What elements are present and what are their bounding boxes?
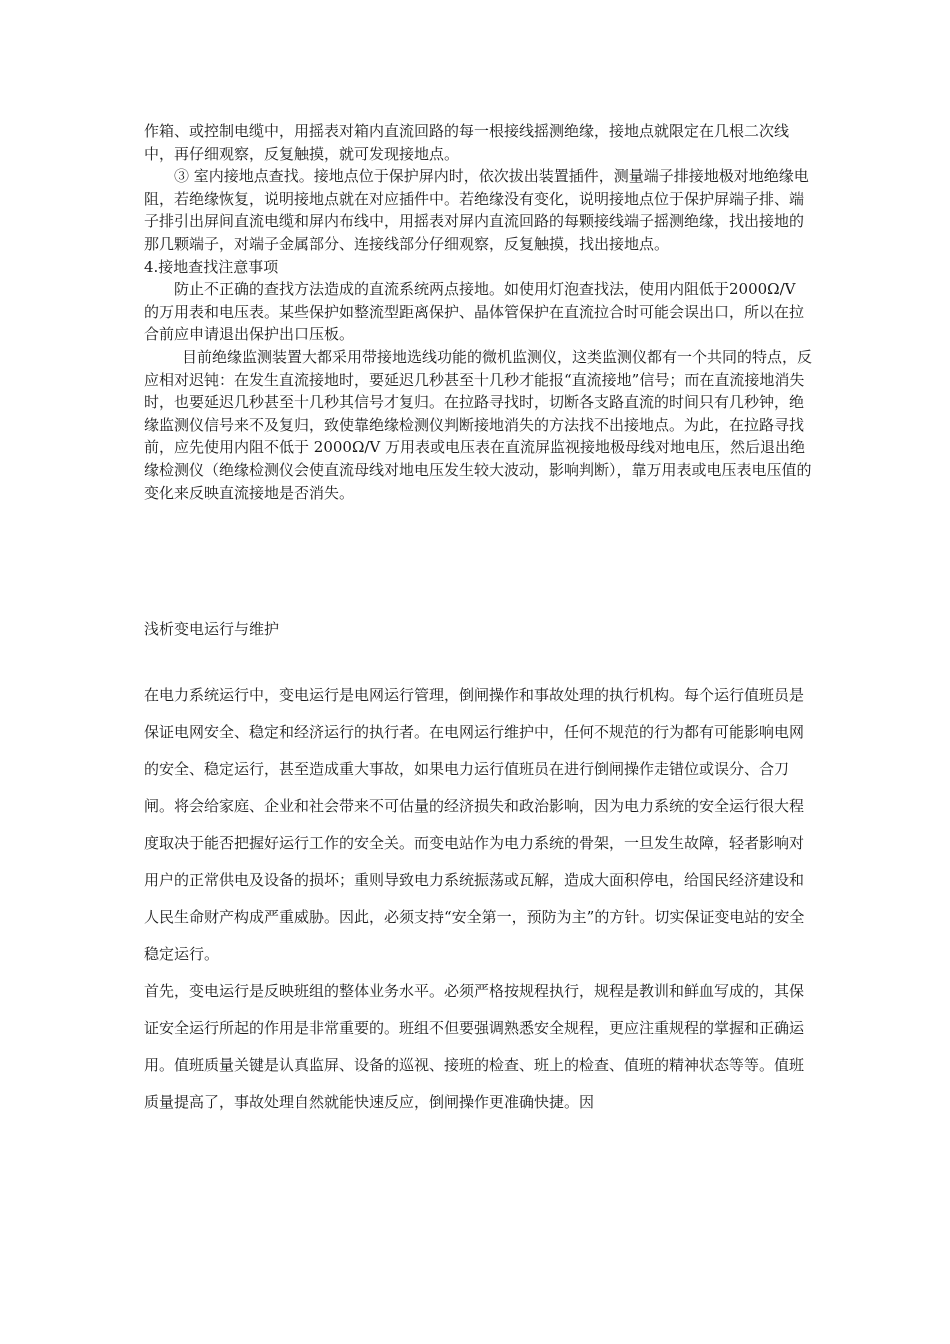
article-body [144,677,812,1121]
paragraph-insulation-monitor: 目前绝缘监测装置大都采用带接地选线功能的微机监测仪，这类监测仪都有一个共同的特点，反应相对迟钝：在发生直流接地时，要延迟几秒甚至十几秒才能报“直流接地”信号；而在直流接地消失时，也要延迟几秒甚至十几秒其信号才复归。在拉路寻找时，切断各支路直流的时间只有几秒钟，绝缘监测仪信号来不及复归，致使靠绝缘检测仪判断接地消失的方法找不出接地点。为此，在拉路寻找前，应先使用内阻不低于 2000Ω/V 万用表或电压表在直流屏监视接地极母线对地电压，然后退出绝缘检测仪（绝缘检测仪会使直流母线对地电压发生较大波动，影响判断），靠万用表或电压表电压值的变化来反映直流接地是否消失。 [144,347,813,502]
paragraph-indoor-grounding: ③ 室内接地点查找。接地点位于保护屏内时，依次拔出装置插件，测量端子排接地极对地绝缘电阻，若绝缘恢复，说明接地点就在对应插件中。若绝缘没有变化，说明接地点位于保护屏端子排、端子排引出屏间直流电缆和屏内布线中，用摇表对屏内直流回路的每颗接线端子摇测绝缘，找出接地的那几颗端子，对端子金属部分、连接线部分仔细观察，反复触摸，找出接地点。 [144,167,809,253]
grounding-section [144,120,812,504]
paragraph-prevention: 防止不正确的查找方法造成的直流系统两点接地。如使用灯泡查找法，使用内阻低于2000Ω/V 的万用表和电压表。某些保护如整流型距离保护、晶体管保护在直流拉合时可能会误出口，所以在拉合前应申请退出保护出口压板。 [144,280,805,344]
paragraph-continuation: 作箱、或控制电缆中，用摇表对箱内直流回路的每一根接线摇测绝缘，接地点就限定在几根二次线中，再仔细观察，反复触摸，就可发现接地点。 [144,122,790,163]
article-title: 浅析变电运行与维护 [144,620,280,638]
paragraph-intro: 在电力系统运行中，变电运行是电网运行管理，倒闸操作和事故处理的执行机构。每个运行值班员是保证电网安全、稳定和经济运行的执行者。在电网运行维护中，任何不规范的行为都有可能影响电网的安全、稳定运行，甚至造成重大事故，如果电力运行值班员在进行倒闸操作走错位或误分、合刀闸。将会给家庭、企业和社会带来不可估量的经济损失和政治影响，因为电力系统的安全运行很大程度取决于能否把握好运行工作的安全关。而变电站作为电力系统的骨架，一旦发生故障，轻者影响对用户的正常供电及设备的损坏；重则导致电力系统振荡或瓦解，造成大面积停电，给国民经济建设和人民生命财产构成严重威胁。因此，必须支持“安全第一，预防为主”的方针。切实保证变电站的安全稳定运行。 [144,686,805,963]
paragraph-first: 首先，变电运行是反映班组的整体业务水平。必须严格按规程执行，规程是教训和鲜血写成的，其保证安全运行所起的作用是非常重要的。班组不但要强调熟悉安全规程，更应注重规程的掌握和正确运用。值班质量关键是认真监屏、设备的巡视、接班的检查、班上的检查、值班的精神状态等等。值班质量提高了，事故处理自然就能快速反应，倒闸操作更准确快捷。因 [144,982,805,1111]
section-heading-4: 4.接地查找注意事项 [144,257,279,276]
